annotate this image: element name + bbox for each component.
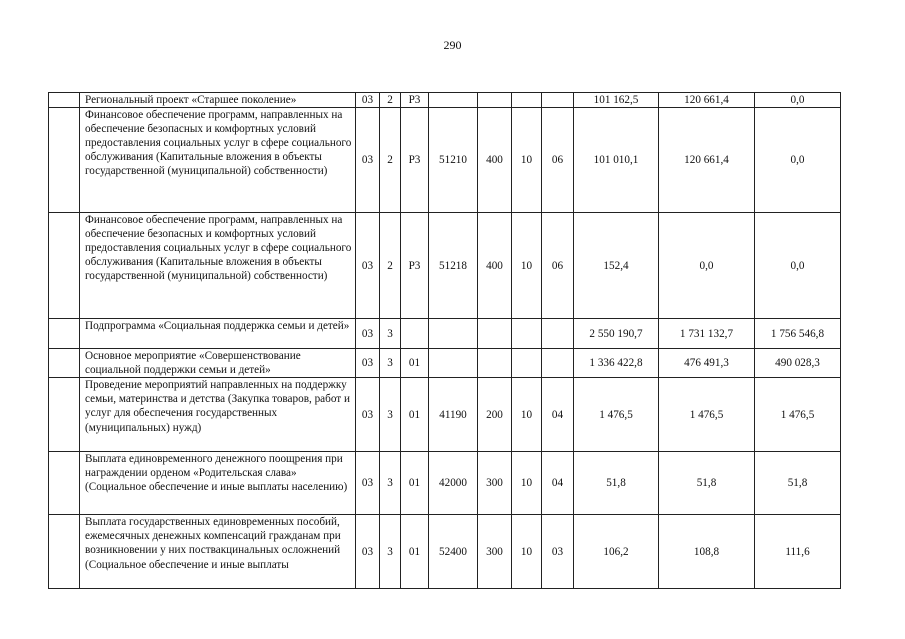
code-cell [429, 93, 478, 108]
code-cell: 2 [380, 213, 401, 319]
code-cell [401, 319, 429, 349]
empty-cell [49, 452, 80, 515]
code-cell [478, 93, 512, 108]
code-cell: Р3 [401, 213, 429, 319]
empty-cell [49, 319, 80, 349]
code-cell [512, 349, 542, 378]
amount-cell: 51,8 [755, 452, 841, 515]
code-cell: 03 [356, 515, 380, 589]
code-cell: 03 [356, 319, 380, 349]
code-cell: 400 [478, 213, 512, 319]
code-cell: 10 [512, 515, 542, 589]
code-cell: 03 [356, 349, 380, 378]
amount-cell: 120 661,4 [659, 93, 755, 108]
amount-cell: 476 491,3 [659, 349, 755, 378]
amount-cell: 51,8 [574, 452, 659, 515]
amount-cell: 108,8 [659, 515, 755, 589]
table-row [49, 213, 841, 319]
page-number: 290 [443, 38, 462, 52]
code-cell: 51218 [429, 213, 478, 319]
amount-cell: 101 162,5 [574, 93, 659, 108]
code-cell: 52400 [429, 515, 478, 589]
code-cell [512, 319, 542, 349]
code-cell: 3 [380, 515, 401, 589]
amount-cell: 2 550 190,7 [574, 319, 659, 349]
code-cell: 3 [380, 319, 401, 349]
code-cell: 200 [478, 378, 512, 452]
code-cell: 03 [356, 93, 380, 108]
code-cell [512, 93, 542, 108]
code-cell: 04 [542, 378, 574, 452]
amount-cell: 0,0 [755, 213, 841, 319]
amount-cell: 1 336 422,8 [574, 349, 659, 378]
code-cell [542, 349, 574, 378]
code-cell: Р3 [401, 93, 429, 108]
code-cell: 3 [380, 378, 401, 452]
code-cell [478, 349, 512, 378]
table-row [49, 515, 841, 589]
empty-cell [49, 213, 80, 319]
code-cell: 51210 [429, 108, 478, 213]
row-name: Подпрограмма «Социальная поддержка семьи и детей» [80, 319, 356, 349]
empty-cell [49, 93, 80, 108]
amount-cell: 1 756 546,8 [755, 319, 841, 349]
code-cell [542, 319, 574, 349]
empty-cell [49, 515, 80, 589]
code-cell: 42000 [429, 452, 478, 515]
code-cell: 06 [542, 108, 574, 213]
code-cell [542, 93, 574, 108]
code-cell: 10 [512, 452, 542, 515]
code-cell: 3 [380, 349, 401, 378]
budget-table [48, 92, 841, 589]
table-row [49, 108, 841, 213]
table-row [49, 319, 841, 349]
amount-cell: 1 476,5 [755, 378, 841, 452]
amount-cell: 0,0 [659, 213, 755, 319]
amount-cell: 1 731 132,7 [659, 319, 755, 349]
amount-cell: 101 010,1 [574, 108, 659, 213]
code-cell: 300 [478, 515, 512, 589]
amount-cell: 51,8 [659, 452, 755, 515]
table-row [49, 452, 841, 515]
code-cell: 10 [512, 378, 542, 452]
code-cell: 03 [356, 108, 380, 213]
code-cell: 03 [542, 515, 574, 589]
amount-cell: 1 476,5 [574, 378, 659, 452]
code-cell [478, 319, 512, 349]
code-cell: 10 [512, 213, 542, 319]
code-cell: 10 [512, 108, 542, 213]
table-row [49, 349, 841, 378]
row-name: Основное мероприятие «Совершенствование социальной поддержки семьи и детей» [80, 349, 356, 378]
code-cell: 400 [478, 108, 512, 213]
code-cell: 2 [380, 93, 401, 108]
code-cell [429, 319, 478, 349]
table-row [49, 93, 841, 108]
row-name: Региональный проект «Старшее поколение» [80, 93, 356, 108]
code-cell: 03 [356, 452, 380, 515]
empty-cell [49, 349, 80, 378]
code-cell: Р3 [401, 108, 429, 213]
code-cell: 03 [356, 378, 380, 452]
row-name: Выплата единовременного денежного поощрения при награждении орденом «Родительская слава» (Социальное обеспечение и иные выплаты населению) [80, 452, 356, 515]
amount-cell: 152,4 [574, 213, 659, 319]
row-name: Финансовое обеспечение программ, направленных на обеспечение безопасных и комфортных условий предоставления социальных услуг в сфере социального обслуживания (Капитальные вложения в объекты государственной (муниципальной) собственности) [80, 108, 356, 213]
amount-cell: 1 476,5 [659, 378, 755, 452]
code-cell: 06 [542, 213, 574, 319]
row-name: Выплата государственных единовременных пособий, ежемесячных денежных компенсаций гражданам при возникновении у них поствакцинальных осложнений (Социальное обеспечение и иные выплаты [80, 515, 356, 589]
code-cell: 01 [401, 378, 429, 452]
code-cell: 01 [401, 452, 429, 515]
code-cell: 01 [401, 349, 429, 378]
amount-cell: 106,2 [574, 515, 659, 589]
code-cell: 41190 [429, 378, 478, 452]
row-name: Финансовое обеспечение программ, направленных на обеспечение безопасных и комфортных условий предоставления социальных услуг в сфере социального обслуживания (Капитальные вложения в объекты государственной (муниципальной) собственности) [80, 213, 356, 319]
code-cell: 01 [401, 515, 429, 589]
code-cell [429, 349, 478, 378]
code-cell: 3 [380, 452, 401, 515]
amount-cell: 111,6 [755, 515, 841, 589]
table-row [49, 378, 841, 452]
code-cell: 04 [542, 452, 574, 515]
amount-cell: 0,0 [755, 108, 841, 213]
code-cell: 03 [356, 213, 380, 319]
code-cell: 300 [478, 452, 512, 515]
empty-cell [49, 108, 80, 213]
amount-cell: 120 661,4 [659, 108, 755, 213]
code-cell: 2 [380, 108, 401, 213]
amount-cell: 490 028,3 [755, 349, 841, 378]
row-name: Проведение мероприятий направленных на поддержку семьи, материнства и детства (Закупка товаров, работ и услуг для обеспечения государственных (муниципальных) нужд) [80, 378, 356, 452]
amount-cell: 0,0 [755, 93, 841, 108]
empty-cell [49, 378, 80, 452]
